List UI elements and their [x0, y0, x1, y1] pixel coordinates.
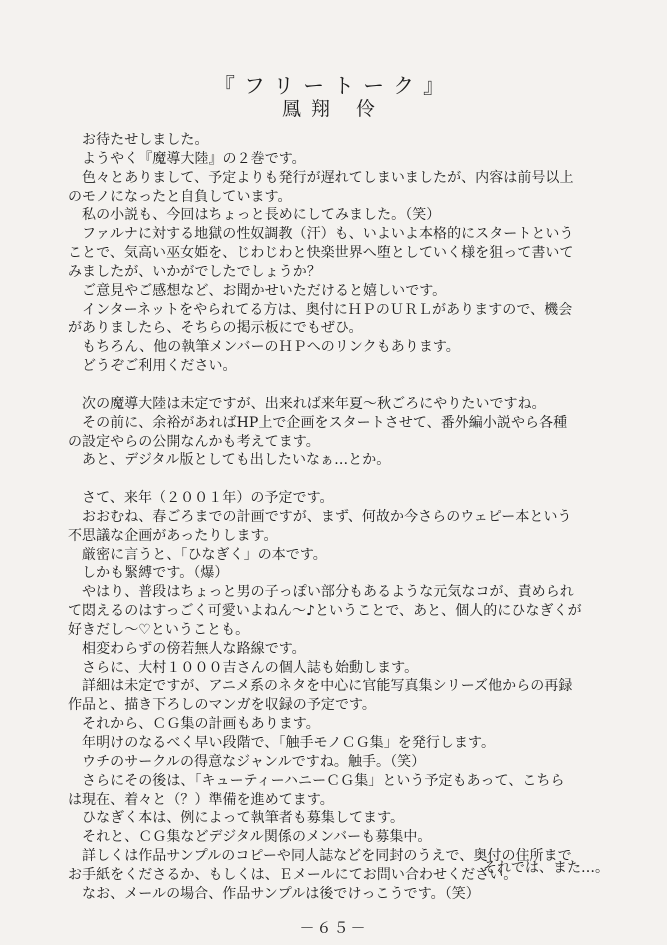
text-line: なお、メールの場合、作品サンプルは後でけっこうです。（笑） [68, 885, 480, 902]
text-line: 詳細は未定ですが、アニメ系のネタを中心に官能写真集シリーズ他からの再録 [68, 678, 573, 695]
text-line: 相変わらずの傍若無人な路線です。 [68, 640, 306, 657]
text-line: さらにその後は、「キューティーハニーＣＧ集」という予定もあって、こちら [68, 772, 565, 789]
blank-line [68, 470, 628, 489]
text-line: 次の魔導大陸は未定ですが、出来れば来年夏～秋ごろにやりたいですね。 [68, 395, 546, 412]
text-line: 色々とありまして、予定よりも発行が遅れてしまいましたが、内容は前号以上 [68, 169, 574, 186]
text-line: ファルナに対する地獄の性奴調教（汗）も、いよいよ本格的にスタートという [68, 226, 574, 243]
text-line: どうぞご利用ください。 [68, 358, 237, 375]
blank-line [68, 376, 628, 395]
text-line: ようやく『魔導大陸』の２巻です。 [68, 150, 306, 167]
text-line: お待たせしました。 [68, 132, 209, 148]
article-title: 『フリートーク』 [213, 74, 454, 98]
text-line: さて、来年（２００１年）の予定です。 [68, 490, 334, 507]
text-line: ひなぎく本は、例によって執筆者も募集してます。 [68, 810, 405, 827]
article-body [68, 131, 628, 904]
text-line: ことで、気高い巫女姫を、じわじわと快楽世界へ堕としていく様を狙って書いて [68, 245, 574, 262]
text-line: その前に、余裕があればHP上で企画をスタートさせて、番外編小説やら各種 [68, 414, 568, 431]
text-line: おおむね、春ごろまでの計画ですが、まず、何故か今さらのウェピー本という [68, 508, 572, 525]
page-number: －６５－ [299, 919, 368, 937]
text-line: のモノになったと自負しています。 [68, 188, 292, 205]
text-line: がありましたら、そちらの掲示板にでもぜひ。 [68, 320, 363, 337]
text-line: 作品と、描き下ろしのマンガを収録の予定です。 [68, 697, 376, 714]
text-line: しかも緊縛です。（爆） [68, 565, 229, 582]
text-line: 詳しくは作品サンプルのコピーや同人誌などを同封のうえで、奥付の住所まで [68, 848, 572, 865]
text-line: は現在、着々と（？）準備を進めてます。 [68, 791, 334, 808]
text-line: ご意見やご感想など、お聞かせいただけると嬉しいです。 [68, 282, 447, 299]
text-line: 年明けのなるべく早い段階で、「触手モノＣＧ集」を発行します。 [68, 735, 496, 751]
closing-line: それでは、また…。 [483, 860, 609, 876]
text-line: インターネットをやられてる方は、奥付にＨＰのＵＲＬがありますので、機会 [68, 301, 573, 318]
text-line: 不思議な企画があったりします。 [68, 527, 278, 544]
text-line: やはり、普段はちょっと男の子っぽい部分もあるような元気なコが、責められ [68, 584, 574, 601]
text-line: みましたが、いかがでしたでしょうか？ [68, 263, 321, 280]
text-line: もちろん、他の執筆メンバーのＨＰへのリンクもあります。 [68, 339, 460, 356]
text-line: お手紙をくださるか、もしくは、Ｅメールにてお問い合わせください。 [68, 866, 518, 883]
text-line: ウチのサークルの得意なジャンルですね。触手。（笑） [68, 753, 426, 770]
text-line: それから、ＣＧ集の計画もあります。 [68, 716, 320, 733]
text-line: さらに、大村１０００吉さんの個人誌も始動します。 [68, 659, 419, 676]
text-line: それと、ＣＧ集などデジタル関係のメンバーも募集中。 [68, 829, 432, 846]
text-line: て悶えるのはすっごく可愛いよねん～♪ということで、あと、個人的にひなぎくが [68, 603, 582, 620]
text-line: あと、デジタル版としても出したいなぁ…とか。 [68, 452, 391, 469]
author-name: 鳳翔 伶 [281, 98, 386, 120]
text-line: 厳密に言うと、「ひなぎく」の本です。 [68, 546, 327, 563]
text-line: の設定やらの公開なんかも考えてます。 [68, 433, 320, 450]
text-line: 好きだし～♡ということも。 [68, 621, 250, 638]
text-line: 私の小説も、今回はちょっと長めにしてみました。（笑） [68, 207, 441, 224]
